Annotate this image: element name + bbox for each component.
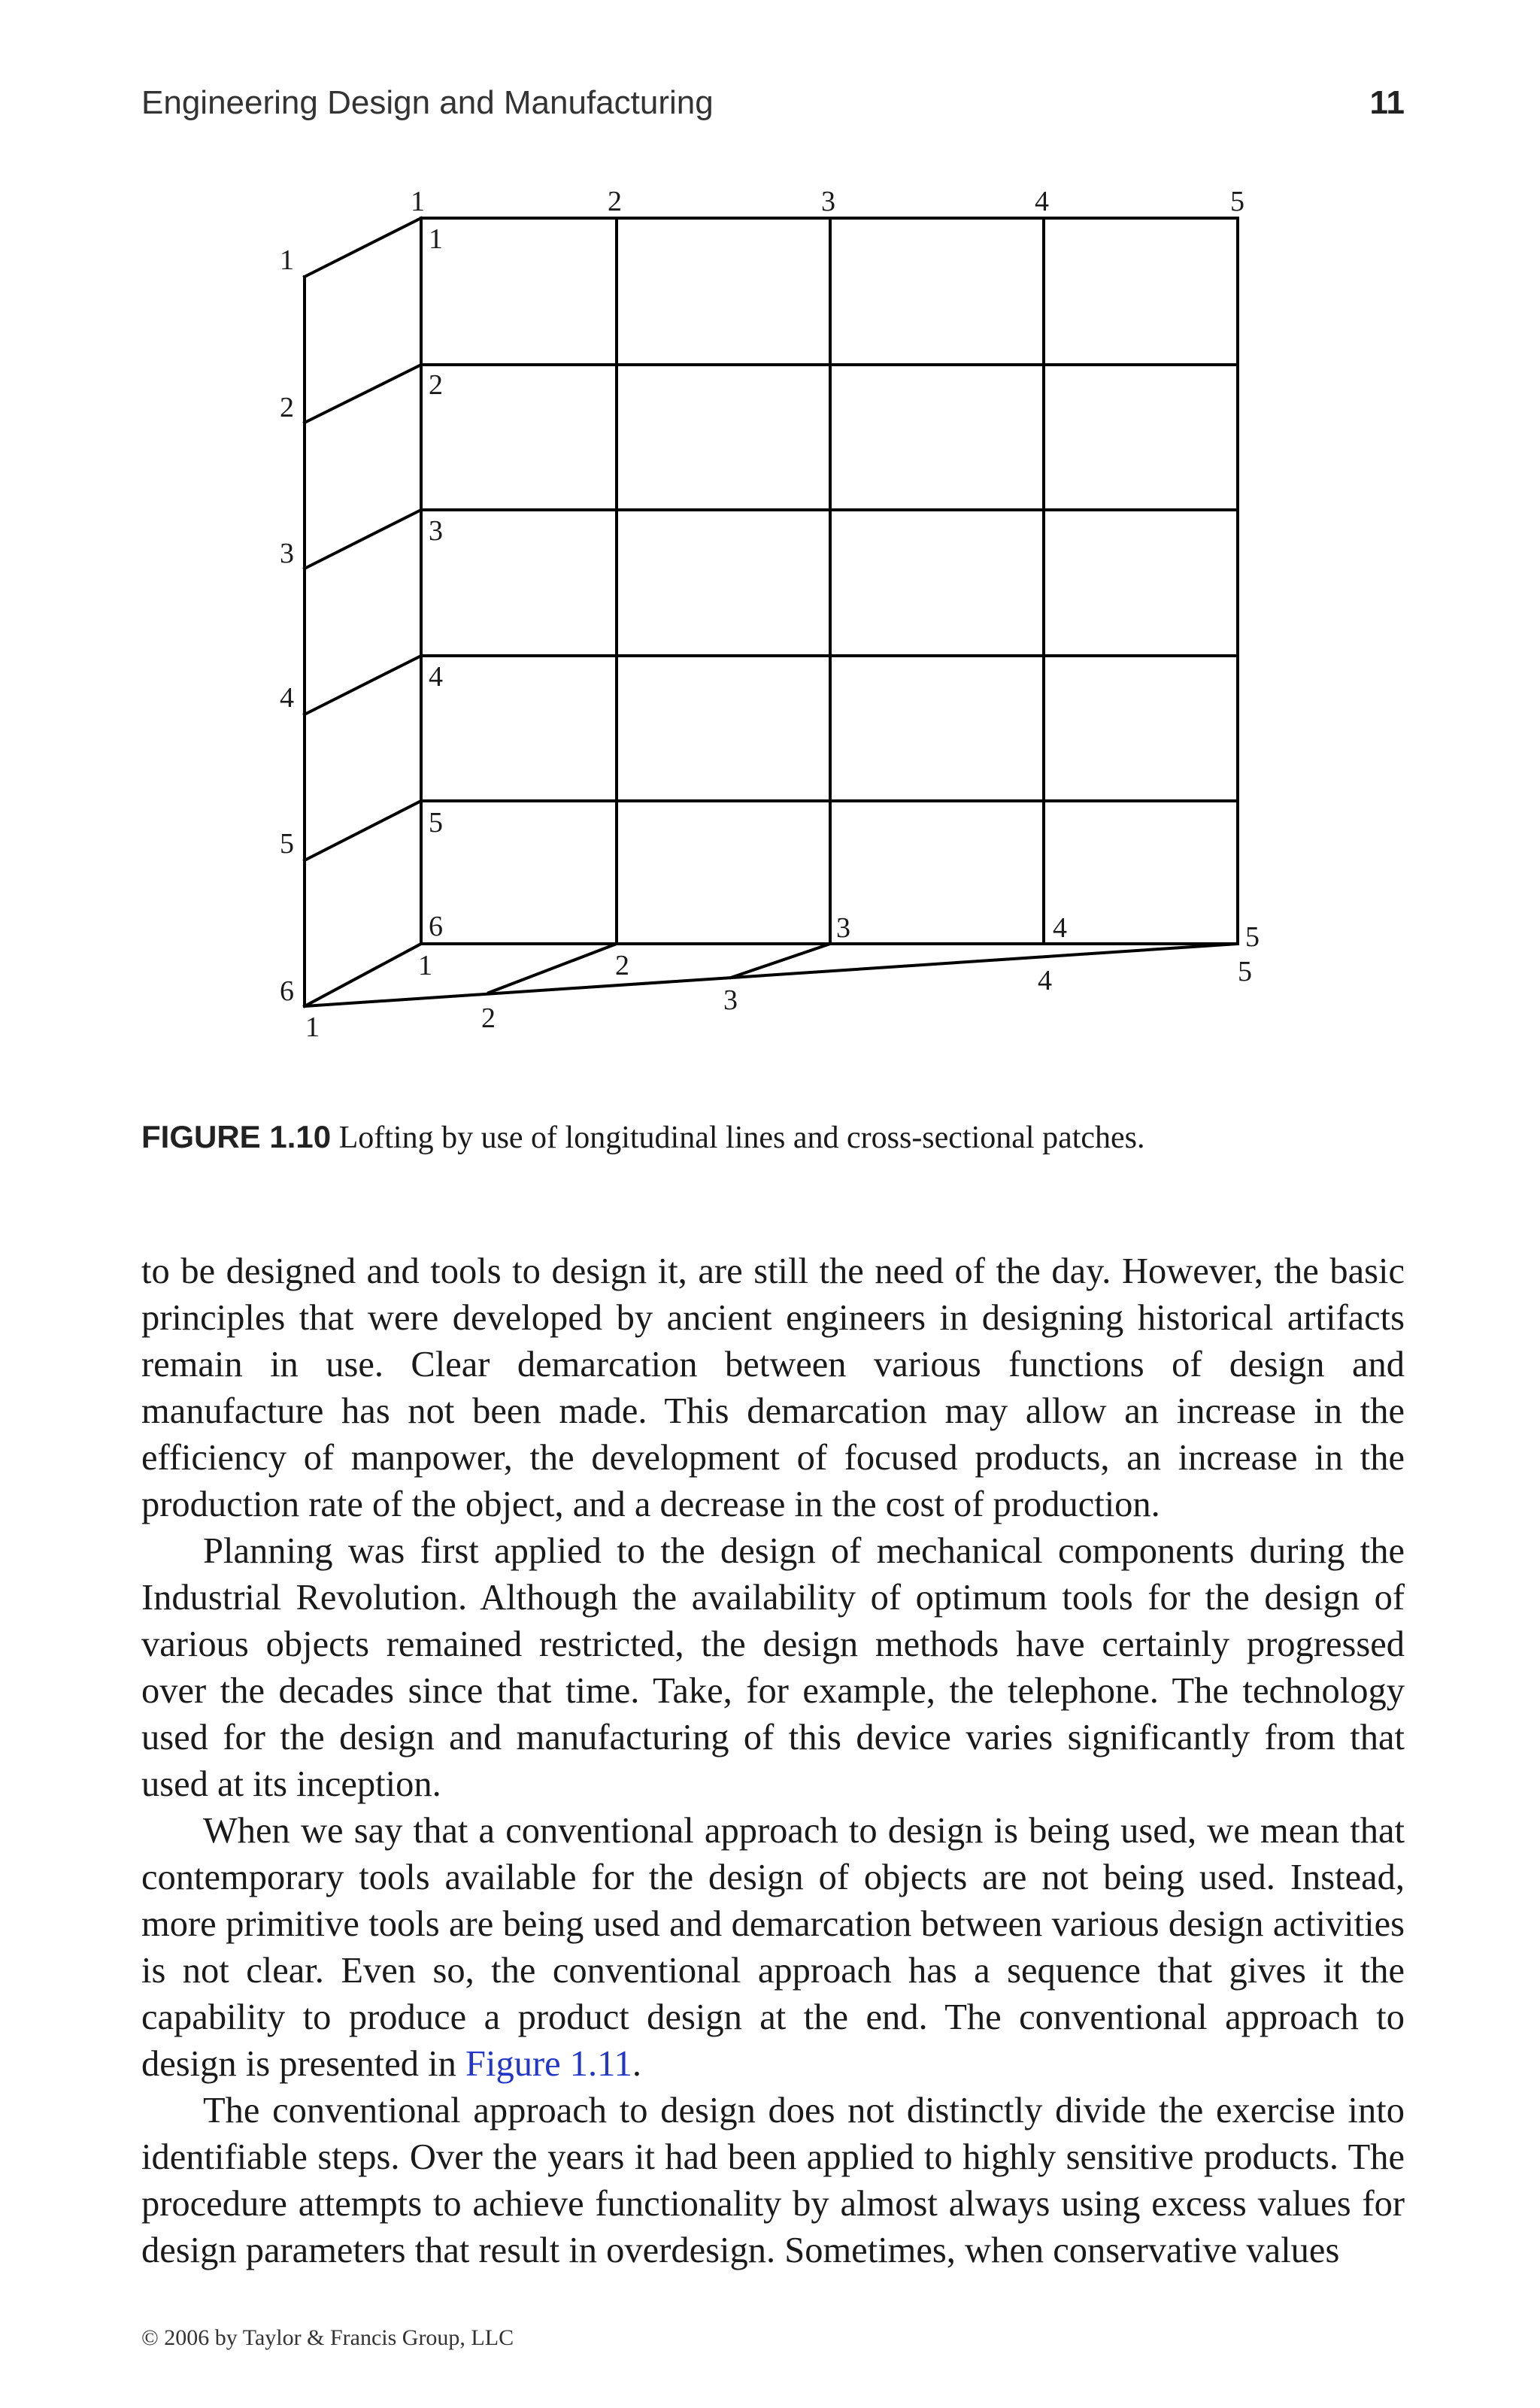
inner-label-5: 5 [429,807,443,839]
page-number: 11 [1369,84,1405,121]
left-label-5: 5 [280,828,294,860]
paragraph-4: The conventional approach to design does not distinctly divide the exercise into identifiable steps. Over the years it had been applied to highly sensitive products. The procedure attempts to achieve functionality by almost always using excess values for design parameters that result in overdesign. Sometimes, when conservative values [141,2091,1405,2270]
paragraph-3 [141,1808,1405,2088]
paragraph-1: to be designed and tools to design it, are still the need of the day. However, the basic principles that were developed by ancient engineers in designing historical artifacts remain in use. Clear demarcation between various functions of design and manufacture has not been made. This demarcation may allow an increase in the efficiency of manpower, the development of focused products, an increase in the production rate of the object, and a decrease in the cost of production. [141,1251,1405,1524]
floor-front-edge [305,944,1238,1006]
floor-mid-label-2: 2 [615,950,629,981]
floor-mid-label-1: 1 [418,950,432,981]
body-text [141,1248,1405,2274]
figure-caption-text: Lofting by use of longitudinal lines and cross-sectional patches. [338,1121,1145,1155]
top-label-2: 2 [608,186,622,217]
floor-top-label-3: 3 [836,912,850,944]
inner-label-1: 1 [429,223,443,255]
top-label-4: 4 [1035,186,1049,217]
side-diagonal-6 [305,944,421,1006]
floor-front-label-1: 1 [305,1011,320,1043]
side-diagonal-2 [305,365,421,423]
lofting-figure [0,0,1540,1098]
floor-mid-label-4: 4 [1038,965,1052,996]
top-label-1: 1 [411,186,425,217]
inner-label-3: 3 [429,515,443,547]
floor-top-label-5: 5 [1245,921,1260,953]
copyright-footer: © 2006 by Taylor & Francis Group, LLC [141,2325,514,2350]
side-diagonal-5 [305,801,421,860]
floor-mid-label-5: 5 [1238,956,1252,987]
paragraph-3-text: When we say that a conventional approach to design is being used, we mean that contemporary tools available for the design of objects are not being used. Instead, more primitive tools are being used and demarcation between various design activities is not clear. Even so, the conventional approach has a sequence that gives it the capability to produce a product design at the end. The conventional approach to design is presented in [141,1811,1405,2084]
figure-caption [141,1119,1412,1156]
figure-labels [280,186,1260,1043]
figure-1-11-link[interactable]: Figure 1.11 [465,2044,632,2084]
figure-grid-lines [305,218,1238,1006]
side-diagonal-4 [305,656,421,714]
floor-front-label-2: 2 [481,1002,496,1034]
top-label-3: 3 [821,186,835,217]
inner-label-2: 2 [429,369,443,401]
side-diagonal-1 [305,218,421,277]
left-label-1: 1 [280,244,294,276]
running-title: Engineering Design and Manufacturing [141,84,714,121]
figure-caption-label: FIGURE 1.10 [141,1119,332,1154]
side-diagonal-3 [305,510,421,569]
inner-label-6: 6 [429,911,443,942]
inner-label-4: 4 [429,661,443,693]
left-label-2: 2 [280,392,294,423]
left-label-3: 3 [280,538,294,569]
left-label-4: 4 [280,682,294,714]
top-label-5: 5 [1230,186,1244,217]
left-label-6: 6 [280,975,294,1007]
floor-front-label-3: 3 [723,984,738,1016]
floor-top-label-4: 4 [1053,912,1067,944]
paragraph-2: Planning was first applied to the design of mechanical components during the Industrial Revolution. Although the availability of optimum tools for the design of various objects remained restricted, the design methods have certainly progressed over the decades since that time. Take, for example, the telephone. The technology used for the design and manufacturing of this device varies significantly from that used at its inception. [141,1531,1405,1804]
paragraph-3-end: . [632,2044,641,2084]
